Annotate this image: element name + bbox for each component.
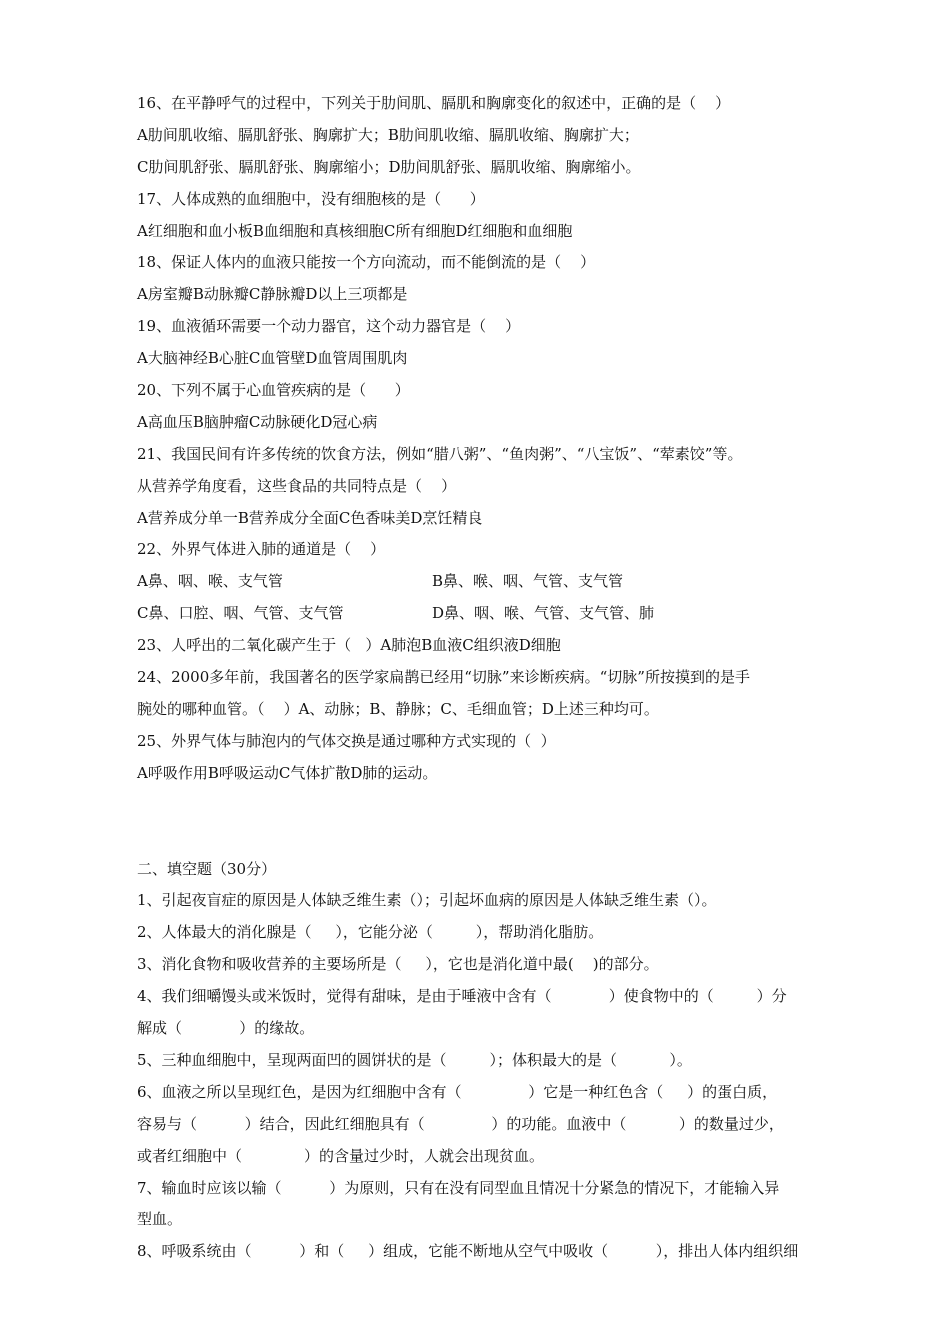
q19-options: A大脑神经B心脏C血管壁D血管周围肌肉 bbox=[137, 349, 408, 368]
q22-options-ab bbox=[137, 566, 872, 598]
q25-stem: 25、外界气体与肺泡内的气体交换是通过哪种方式实现的（ ） bbox=[137, 731, 556, 750]
q20-stem: 20、下列不属于心血管疾病的是（ ） bbox=[137, 381, 410, 400]
q25-options: A呼吸作用B呼吸运动C气体扩散D肺的运动。 bbox=[137, 763, 438, 782]
q24-line-1: 24、2000多年前，我国著名的医学家扁鹊已经用“切脉”来诊断疾病。“切脉”所按摸到的是手 bbox=[137, 668, 750, 687]
q18-stem: 18、保证人体内的血液只能按一个方向流动，而不能倒流的是（ ） bbox=[137, 253, 596, 272]
q22-option-d: D鼻、咽、喉、气管、支气管、肺 bbox=[432, 604, 655, 623]
q18-options: A房室瓣B动脉瓣C静脉瓣D以上三项都是 bbox=[137, 285, 408, 304]
fill-2: 2、人体最大的消化腺是（ ），它能分泌（ ），帮助消化脂肪。 bbox=[137, 923, 604, 942]
q22-stem: 22、外界气体进入肺的通道是（ ） bbox=[137, 540, 386, 559]
fill-6-line-3: 或者红细胞中（ ）的含量过少时，人就会出现贫血。 bbox=[137, 1146, 544, 1165]
q17-options: A红细胞和血小板B血细胞和真核细胞C所有细胞D红细胞和血细胞 bbox=[137, 221, 573, 240]
q21-stem-line-2: 从营养学角度看，这些食品的共同特点是（ ） bbox=[137, 476, 457, 495]
q16-options-ab: A肋间肌收缩、膈肌舒张、胸廓扩大；B肋间肌收缩、膈肌收缩、胸廓扩大； bbox=[137, 125, 639, 144]
fill-7-line-1: 7、输血时应该以输（ ）为原则，只有在没有同型血且情况十分紧急的情况下，才能输入异 bbox=[137, 1178, 780, 1197]
q16-options-cd: C肋间肌舒张、膈肌舒张、胸廓缩小；D肋间肌舒张、膈肌收缩、胸廓缩小。 bbox=[137, 157, 641, 176]
section-spacer bbox=[137, 790, 872, 854]
q17-stem: 17、人体成熟的血细胞中，没有细胞核的是（ ） bbox=[137, 189, 485, 208]
fill-3: 3、消化食物和吸收营养的主要场所是（ ），它也是消化道中最( )的部分。 bbox=[137, 955, 659, 974]
fill-5: 5、三种血细胞中，呈现两面凹的圆饼状的是（ ）；体积最大的是（ ）。 bbox=[137, 1050, 692, 1069]
q22-options-cd bbox=[137, 598, 872, 630]
q22-option-a: A鼻、咽、喉、支气管 bbox=[137, 572, 283, 591]
q22-option-b: B鼻、喉、咽、气管、支气管 bbox=[432, 572, 624, 591]
fill-1: 1、引起夜盲症的原因是人体缺乏维生素（）；引起坏血病的原因是人体缺乏维生素（）。 bbox=[137, 891, 717, 910]
fill-6-line-1: 6、血液之所以呈现红色，是因为红细胞中含有（ ）它是一种红色含（ ）的蛋白质， bbox=[137, 1082, 778, 1101]
document-page bbox=[137, 88, 872, 1268]
fill-4-line-1: 4、我们细嚼馒头或米饭时，觉得有甜味，是由于唾液中含有（ ）使食物中的（ ）分 bbox=[137, 987, 787, 1006]
q22-option-c: C鼻、口腔、咽、气管、支气管 bbox=[137, 604, 344, 623]
fill-4-line-2: 解成（ ）的缘故。 bbox=[137, 1019, 315, 1038]
q21-stem-line-1: 21、我国民间有许多传统的饮食方法，例如“腊八粥”、“鱼肉粥”、“八宝饭”、“荤素饺”等。 bbox=[137, 444, 743, 463]
q19-stem: 19、血液循环需要一个动力器官，这个动力器官是（ ） bbox=[137, 317, 521, 336]
q23-line: 23、人呼出的二氧化碳产生于（ ）A肺泡B血液C组织液D细胞 bbox=[137, 636, 561, 655]
q16-stem: 16、在平静呼气的过程中，下列关于肋间肌、膈肌和胸廓变化的叙述中，正确的是（ ） bbox=[137, 94, 731, 112]
section-2-title: 二、填空题（30分） bbox=[137, 859, 277, 878]
q21-options: A营养成分单一B营养成分全面C色香味美D烹饪精良 bbox=[137, 508, 483, 527]
q24-line-2: 腕处的哪种血管。（ ）A、动脉；B、静脉；C、毛细血管；D上述三种均可。 bbox=[137, 699, 659, 718]
fill-6-line-2: 容易与（ ）结合，因此红细胞具有（ ）的功能。血液中（ ）的数量过少， bbox=[137, 1114, 784, 1133]
fill-8-line-1: 8、呼吸系统由（ ）和（ ）组成，它能不断地从空气中吸收（ ），排出人体内组织细 bbox=[137, 1242, 799, 1261]
q20-options: A高血压B脑肿瘤C动脉硬化D冠心病 bbox=[137, 412, 378, 431]
fill-7-line-2: 型血。 bbox=[137, 1210, 183, 1229]
